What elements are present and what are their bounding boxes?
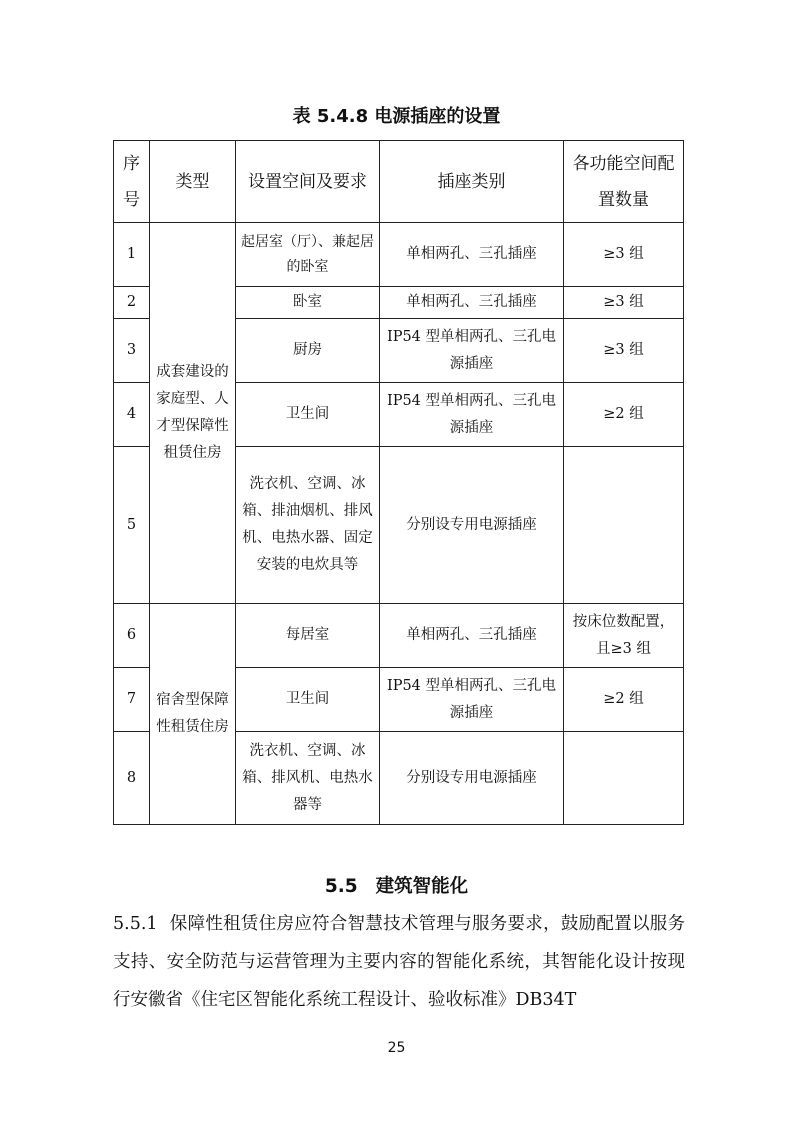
row-seq: 6 — [114, 604, 150, 668]
row-space: 卫生间 — [236, 383, 380, 447]
row-socket: IP54 型单相两孔、三孔电源插座 — [380, 383, 564, 447]
row-space: 每居室 — [236, 604, 380, 668]
row-space: 起居室（厅）、兼起居的卧室 — [236, 223, 380, 287]
row-socket: 分别设专用电源插座 — [380, 732, 564, 825]
row-socket: 单相两孔、三孔插座 — [380, 604, 564, 668]
table-caption: 表 5.4.8 电源插座的设置 — [292, 106, 501, 127]
row-space: 洗衣机、空调、冰箱、排风机、电热水器等 — [236, 732, 380, 825]
row-seq: 1 — [114, 223, 150, 287]
row-quantity: ≥3 组 — [564, 319, 684, 383]
row-quantity: ≥3 组 — [564, 223, 684, 287]
row-seq: 2 — [114, 287, 150, 319]
table-row — [114, 223, 684, 287]
row-seq: 5 — [114, 447, 150, 604]
page-number: 25 — [387, 1040, 406, 1056]
row-socket: IP54 型单相两孔、三孔电源插座 — [380, 319, 564, 383]
clause-paragraph — [113, 905, 685, 1019]
socket-settings-table — [113, 140, 684, 825]
row-type-group-1: 成套建设的家庭型、人才型保障性租赁住房 — [150, 223, 236, 604]
clause-text: 保障性租赁住房应符合智慧技术管理与服务要求，鼓励配置以服务支持、安全防范与运营管理为主要内容的智能化系统，其智能化设计按现行安徽省《住宅区智能化系统工程设计、验收标准》DB34T — [113, 914, 685, 1010]
row-seq: 8 — [114, 732, 150, 825]
clause-number: 5.5.1 — [113, 914, 158, 934]
header-type: 类型 — [150, 141, 236, 223]
row-seq: 4 — [114, 383, 150, 447]
table-row — [114, 604, 684, 668]
row-quantity: ≥2 组 — [564, 668, 684, 732]
row-seq: 3 — [114, 319, 150, 383]
row-space: 洗衣机、空调、冰箱、排油烟机、排风机、电热水器、固定安装的电炊具等 — [236, 447, 380, 604]
row-socket: 单相两孔、三孔插座 — [380, 287, 564, 319]
row-space: 厨房 — [236, 319, 380, 383]
header-quantity: 各功能空间配置数量 — [564, 141, 684, 223]
header-socket: 插座类别 — [380, 141, 564, 223]
section-heading — [0, 872, 793, 898]
row-space: 卫生间 — [236, 668, 380, 732]
row-socket: 分别设专用电源插座 — [380, 447, 564, 604]
row-seq: 7 — [114, 668, 150, 732]
row-type-group-2: 宿舍型保障性租赁住房 — [150, 604, 236, 825]
header-seq: 序号 — [114, 141, 150, 223]
row-space: 卧室 — [236, 287, 380, 319]
header-space: 设置空间及要求 — [236, 141, 380, 223]
row-quantity: ≥3 组 — [564, 287, 684, 319]
row-socket: 单相两孔、三孔插座 — [380, 223, 564, 287]
row-quantity: ≥2 组 — [564, 383, 684, 447]
row-quantity — [564, 447, 684, 604]
row-socket: IP54 型单相两孔、三孔电源插座 — [380, 668, 564, 732]
section-title: 建筑智能化 — [375, 876, 469, 897]
row-quantity: 按床位数配置，且≥3 组 — [564, 604, 684, 668]
section-number: 5.5 — [324, 876, 358, 897]
table-header-row — [114, 141, 684, 223]
row-quantity — [564, 732, 684, 825]
